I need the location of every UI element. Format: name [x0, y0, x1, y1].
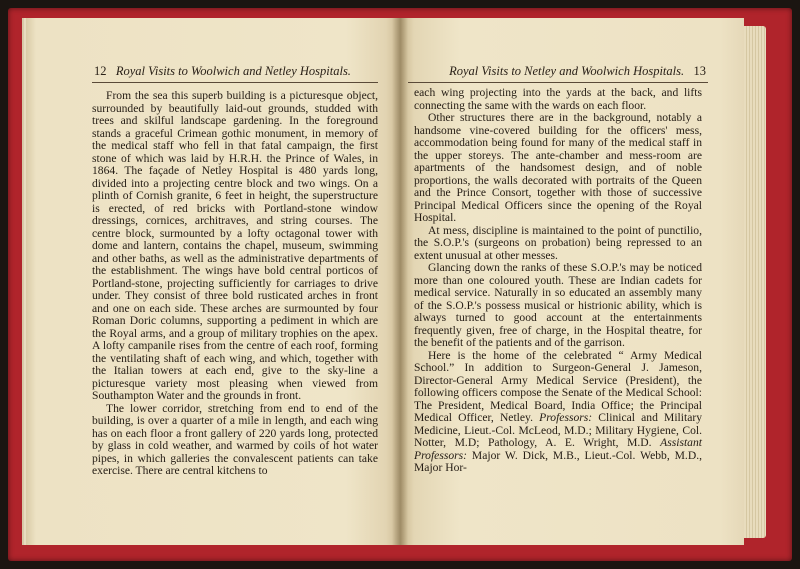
- professors-label: Professors:: [539, 411, 593, 424]
- right-running-title: Royal Visits to Netley and Woolwich Hospitals.: [449, 64, 685, 78]
- right-page-header: [408, 64, 706, 84]
- left-running-title: Royal Visits to Woolwich and Netley Hospitals.: [115, 64, 351, 78]
- right-paragraph-5: [414, 350, 702, 475]
- left-header-rule: [92, 82, 378, 83]
- right-paragraph-3: At mess, discipline is maintained to the point of punctilio, the S.O.P.'s (surgeons on probation) being repressed to an extent unusual at other messes.: [414, 223, 702, 262]
- right-page: [400, 18, 744, 545]
- left-paragraph-2: The lower corridor, stretching from end to end of the building, is over a quarter of a mile in length, and each wing has on each floor a front gallery of 220 yards long, protected by glass in cold weather, and warmed by coils of hot water pipes, in which galleries the convalescent patients can take exercise. There are central kitchens to: [92, 401, 378, 477]
- right-paragraph-2: Other structures there are in the background, notably a handsome vine-covered building for the officers' mess, accommodation being found for many of the medical staff in the upper storeys. The ante-chamber and mess-room are apartments of the handsomest design, and of noble proportions, the walls decorated with portraits of the Queen and the Prince Consort, together with those of successive Principal Medical Officers since the opening of the Royal Hospital.: [414, 111, 702, 224]
- page-edges: [744, 26, 766, 538]
- right-paragraph-4: Glancing down the ranks of these S.O.P.'s may be noticed more than one coloured youth. These are Indian cadets for medical service. Naturally in so educated an assembly many of the S.O.P.'s possess musical or histrionic ability, which is always turned to good account at the entertainments frequently given, free of charge, in the Hospital theatre, for the benefit of the patients and of the garrison.: [414, 261, 702, 349]
- paragraph-5-part-1: Here is the home of the celebrated “ Army Medical School.” In addition to Surgeon-General J. Jameson, Director-General Army Medical Service (President), the following officers compose the Senate of the Medical School: The President, Medical Board, India Office; the Principal Medical Officer, Netley.: [414, 348, 702, 424]
- left-page-number: 12: [94, 64, 107, 78]
- paragraph-5-part-2: Clinical and Military Medicine, Lieut.-Col. McLeod, M.D.; Military Hygiene, Col. Notter, M.D; Pathology, A. E. Wright, M.D.: [414, 411, 703, 449]
- right-page-body: [414, 87, 702, 475]
- paragraph-5-part-3: Major W. Dick, M.B., Lieut.-Col. Webb, M.D., Major Hor-: [414, 448, 702, 474]
- left-paragraph-1: From the sea this superb building is a picturesque object, surrounded by beautifully laid-out grounds, studded with trees and skilful landscape gardening. In the foreground stands a graceful Crimean gothic monument, in memory of the medical staff who fell in that fatal campaign, the first stone of which was laid by H.R.H. the Prince of Wales, in 1864. The façade of Netley Hospital is 480 yards long, divided into a projecting centre block and two wings. On a plinth of Cornish granite, 6 feet in height, the superstructure is erected, of red bricks with Portland-stone window dressings, cornices, architraves, and string courses. The centre block, surmounted by a lofty octagonal tower with dome and lantern, contains the chapel, museum, swimming and other baths, as well as the administrative departments of the establishment. The wings have bold central porticos of Portland-stone, projecting sufficiently for carriages to drive under. They consist of three bold rusticated arches in front and one on each side. These arches are surmounted by four Roman Doric columns, supporting a pediment in which are the Royal arms, and a group of military trophies on the apex. A lofty campanile rises from the centre of each roof, forming the ventilating shaft of each wing, and which, together with the Italian towers at each end, give to the sky-line a picturesque variety most pleasing when viewed from Southampton Water and the grounds in front.: [92, 89, 378, 402]
- book-gutter-shadow: [392, 18, 408, 545]
- left-page-body: [92, 90, 378, 478]
- right-header-rule: [408, 82, 708, 83]
- assistant-professors-label: Assistant Professors:: [414, 436, 702, 462]
- left-page: [26, 18, 400, 545]
- left-page-header: [94, 64, 378, 84]
- right-page-number: 13: [693, 64, 706, 78]
- right-paragraph-1: each wing projecting into the yards at the back, and lifts connecting the same with the wards on each floor.: [414, 86, 702, 112]
